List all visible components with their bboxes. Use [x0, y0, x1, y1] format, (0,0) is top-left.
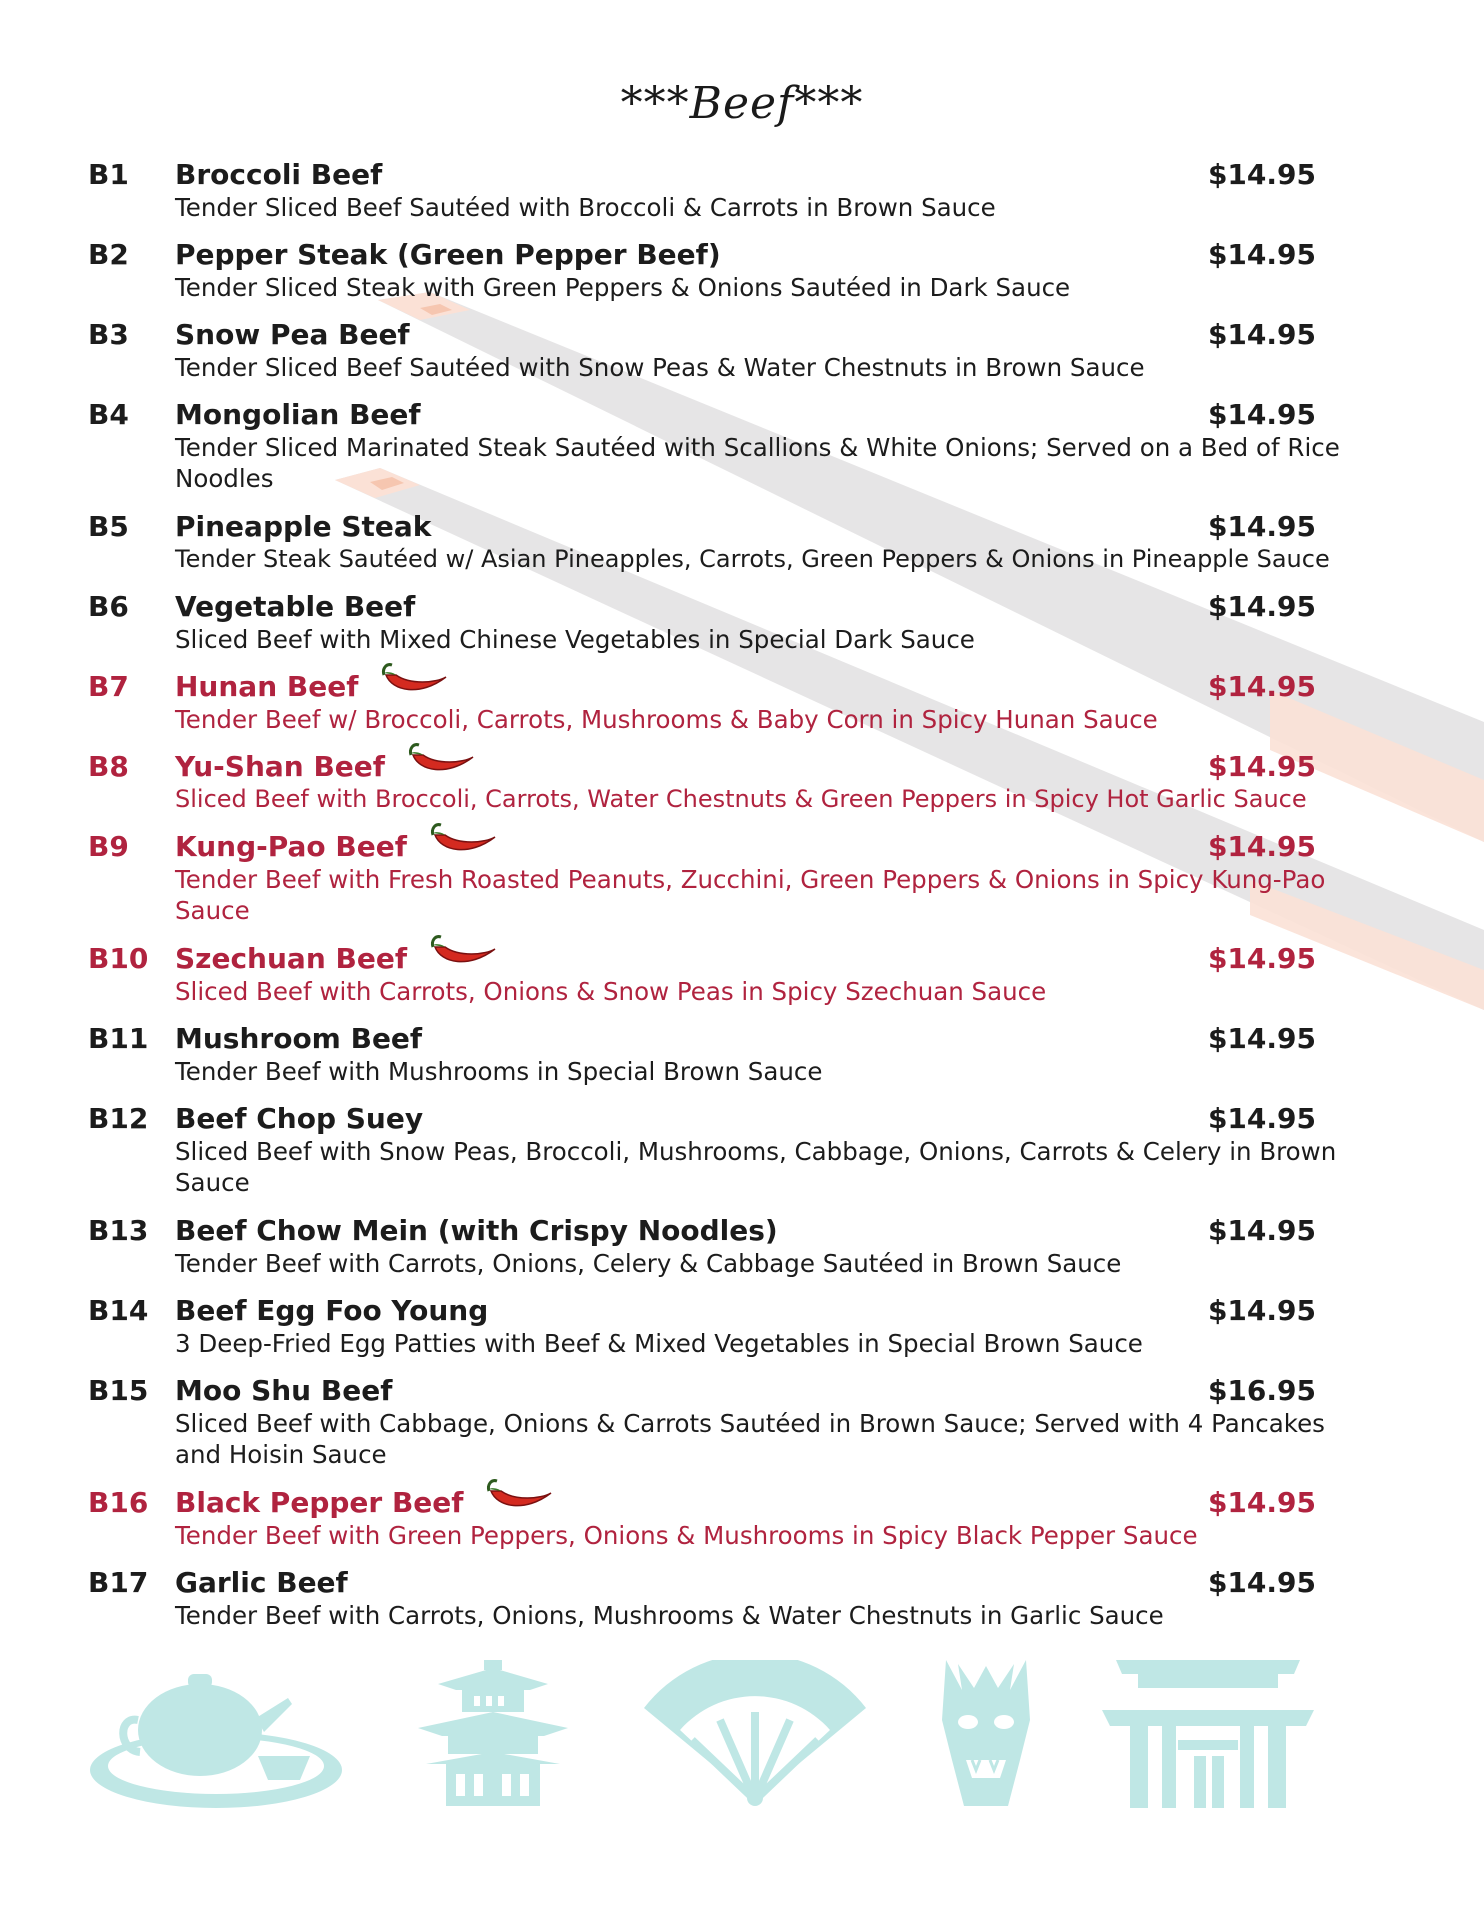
teapot-icon: [88, 1660, 344, 1810]
item-description: Tender Beef w/ Broccoli, Carrots, Mushrooms & Baby Corn in Spicy Hunan Sauce: [175, 705, 1158, 734]
item-name: Snow Pea Beef: [175, 318, 410, 351]
torii-gate-icon: [1102, 1660, 1314, 1810]
item-price: $14.95: [1207, 1486, 1316, 1519]
item-price: $14.95: [1207, 750, 1316, 783]
item-code: B16: [88, 1486, 149, 1519]
item-price: $14.95: [1207, 942, 1316, 975]
item-code: B3: [88, 318, 129, 351]
item-code: B17: [88, 1566, 149, 1599]
item-description: Sliced Beef with Mixed Chinese Vegetables in Special Dark Sauce: [175, 625, 975, 654]
item-name: Mushroom Beef: [175, 1022, 423, 1055]
item-name: Beef Chow Mein (with Crispy Noodles): [175, 1214, 778, 1247]
item-code: B10: [88, 942, 149, 975]
item-description: Tender Beef with Carrots, Onions, Mushrooms & Water Chestnuts in Garlic Sauce: [175, 1601, 1164, 1630]
item-price: $14.95: [1207, 238, 1316, 271]
item-code: B2: [88, 238, 129, 271]
item-price: $14.95: [1207, 318, 1316, 351]
item-code: B12: [88, 1102, 149, 1135]
item-price: $14.95: [1207, 1022, 1316, 1055]
item-price: $14.95: [1207, 1214, 1316, 1247]
item-price: $14.95: [1207, 1566, 1316, 1599]
item-code: B4: [88, 398, 129, 431]
section-title: ***Beef***: [620, 78, 864, 129]
item-description: Sliced Beef with Broccoli, Carrots, Water Chestnuts & Green Peppers in Spicy Hot Garlic Sauce: [175, 785, 1307, 813]
item-name: Kung-Pao Beef: [175, 830, 499, 864]
item-price: $14.95: [1207, 830, 1316, 863]
item-price: $14.95: [1207, 398, 1316, 431]
item-description: Tender Beef with Carrots, Onions, Celery & Cabbage Sautéed in Brown Sauce: [175, 1249, 1122, 1278]
item-description: Tender Sliced Marinated Steak Sautéed with Scallions & White Onions; Served on a Bed of Rice Noodles: [175, 433, 1340, 493]
item-code: B9: [88, 830, 129, 863]
item-name: Yu-Shan Beef: [175, 750, 477, 784]
item-description: Tender Beef with Fresh Roasted Peanuts, Zucchini, Green Peppers & Onions in Spicy Kung-Pao Sauce: [175, 865, 1326, 925]
item-code: B7: [88, 670, 129, 703]
item-name: Moo Shu Beef: [175, 1374, 393, 1407]
item-name: Vegetable Beef: [175, 590, 416, 623]
item-price: $14.95: [1207, 1102, 1316, 1135]
item-description: Tender Steak Sautéed w/ Asian Pineapples, Carrots, Green Peppers & Onions in Pineapple Sauce: [175, 545, 1330, 573]
chili-pepper-icon: [380, 661, 450, 701]
item-description: Tender Sliced Steak with Green Peppers & Onions Sautéed in Dark Sauce: [175, 273, 1071, 302]
decorative-icon-row: [0, 1660, 1484, 1820]
fan-icon: [640, 1660, 870, 1810]
item-code: B13: [88, 1214, 149, 1247]
item-price: $16.95: [1207, 1374, 1316, 1407]
chili-pepper-icon: [485, 1477, 555, 1517]
item-price: $14.95: [1207, 510, 1316, 543]
item-name: Black Pepper Beef: [175, 1486, 555, 1520]
item-description: Tender Sliced Beef Sautéed with Snow Peas & Water Chestnuts in Brown Sauce: [175, 353, 1145, 382]
item-name: Pepper Steak (Green Pepper Beef): [175, 238, 721, 271]
dragon-mask-icon: [938, 1660, 1034, 1810]
item-code: B14: [88, 1294, 149, 1327]
item-name: Beef Egg Foo Young: [175, 1294, 489, 1327]
chili-pepper-icon: [407, 741, 477, 781]
item-price: $14.95: [1207, 590, 1316, 623]
item-code: B15: [88, 1374, 149, 1407]
item-description: Sliced Beef with Snow Peas, Broccoli, Mushrooms, Cabbage, Onions, Carrots & Celery in Brown Sauce: [175, 1137, 1337, 1197]
item-price: $14.95: [1207, 1294, 1316, 1327]
item-name: Beef Chop Suey: [175, 1102, 424, 1135]
item-price: $14.95: [1207, 158, 1316, 191]
item-description: Tender Sliced Beef Sautéed with Broccoli & Carrots in Brown Sauce: [175, 193, 996, 222]
item-description: Tender Beef with Green Peppers, Onions & Mushrooms in Spicy Black Pepper Sauce: [175, 1521, 1198, 1550]
item-name: Szechuan Beef: [175, 942, 499, 976]
item-name: Hunan Beef: [175, 670, 450, 704]
item-price: $14.95: [1207, 670, 1316, 703]
item-code: B11: [88, 1022, 149, 1055]
item-name: Broccoli Beef: [175, 158, 383, 191]
item-code: B8: [88, 750, 129, 783]
pagoda-icon: [418, 1660, 568, 1810]
item-description: Sliced Beef with Cabbage, Onions & Carrots Sautéed in Brown Sauce; Served with 4 Pancakes and Hoisin Sauce: [175, 1409, 1325, 1469]
item-name: Mongolian Beef: [175, 398, 421, 431]
item-code: B5: [88, 510, 129, 543]
item-description: Sliced Beef with Carrots, Onions & Snow Peas in Spicy Szechuan Sauce: [175, 977, 1047, 1006]
item-code: B6: [88, 590, 129, 623]
item-code: B1: [88, 158, 129, 191]
chili-pepper-icon: [429, 933, 499, 973]
item-description: Tender Beef with Mushrooms in Special Brown Sauce: [175, 1057, 823, 1086]
item-name: Garlic Beef: [175, 1566, 348, 1599]
item-name: Pineapple Steak: [175, 510, 432, 543]
chili-pepper-icon: [429, 821, 499, 861]
item-description: 3 Deep-Fried Egg Patties with Beef & Mixed Vegetables in Special Brown Sauce: [175, 1329, 1143, 1358]
